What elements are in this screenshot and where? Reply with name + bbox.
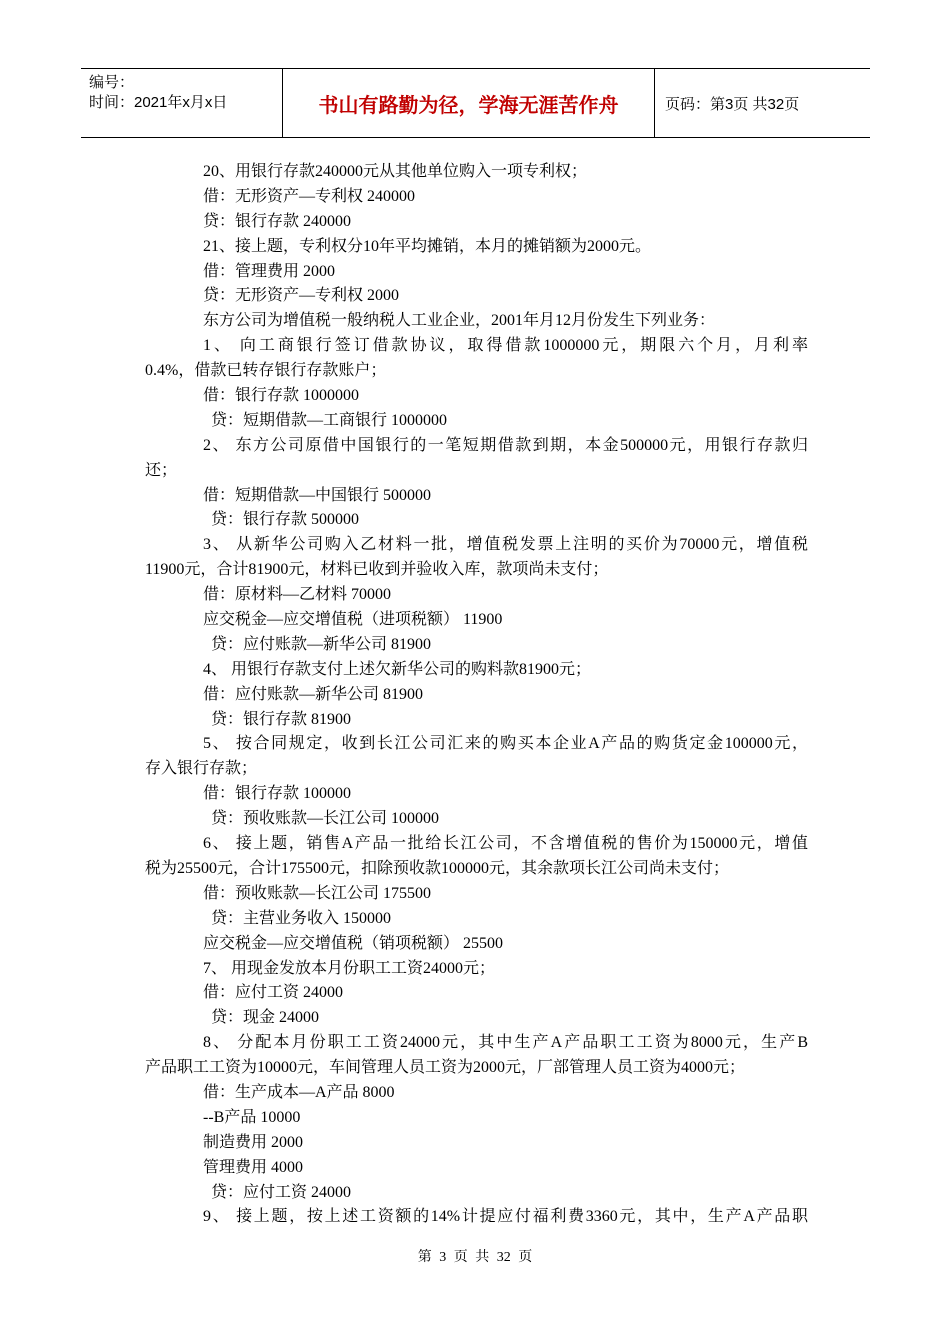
- text-line: 借：银行存款 1000000: [203, 387, 360, 405]
- text-line: 贷：应付工资 24000: [211, 1183, 352, 1201]
- text-line: 贷：主营业务收入 150000: [211, 909, 392, 927]
- text-line: 贷：预收账款—长江公司 100000: [211, 810, 440, 828]
- text-line: 借：原材料—乙材料 70000: [203, 586, 392, 604]
- text-line: 贷：银行存款 500000: [211, 511, 360, 529]
- text-line: 贷：应付账款—新华公司 81900: [211, 635, 432, 653]
- text-line: 贷：短期借款—工商银行 1000000: [211, 411, 448, 429]
- text-line: 贷：银行存款 240000: [203, 212, 352, 230]
- text-line: 5、 按合同规定，收到长江公司汇来的购买本企业A产品的购货定金100000元，: [203, 735, 808, 753]
- text-line: 借：短期借款—中国银行 500000: [203, 486, 432, 504]
- text-line: 借：无形资产—专利权 240000: [203, 187, 416, 205]
- text-line: 4、 用银行存款支付上述欠新华公司的购料款81900元；: [203, 660, 592, 678]
- text-line: 存入银行存款；: [145, 760, 258, 778]
- text-line: 借：生产成本—A产品 8000: [203, 1083, 395, 1101]
- text-line: 0.4%，借款已转存银行存款账户；: [145, 362, 387, 380]
- text-line: 产品职工工资为10000元，车间管理人员工资为2000元，厂部管理人员工资为4000元；: [145, 1059, 746, 1077]
- text-line: 7、 用现金发放本月份职工工资24000元；: [203, 959, 496, 977]
- page-footer: 第 3 页 共 32 页: [417, 1250, 533, 1265]
- motto: 书山有路勤为径，学海无涯苦作舟: [283, 69, 655, 137]
- text-line: 2、 东方公司原借中国银行的一笔短期借款到期，本金500000元，用银行存款归: [203, 436, 808, 454]
- text-line: 应交税金—应交增值税（销项税额） 25500: [203, 934, 504, 952]
- text-line: 8、 分配本月份职工工资24000元，其中生产A产品职工工资为8000元，生产B: [203, 1034, 808, 1052]
- document-body: [145, 160, 808, 1230]
- text-line: 借：预收账款—长江公司 175500: [203, 884, 432, 902]
- text-line: 9、 接上题，按上述工资额的14%计提应付福利费3360元，其中，生产A产品职: [203, 1208, 808, 1226]
- text-line: 应交税金—应交增值税（进项税额） 11900: [203, 611, 503, 629]
- text-line: --B产品 10000: [203, 1108, 301, 1126]
- text-line: 东方公司为增值税一般纳税人工业企业，2001年月12月份发生下列业务：: [203, 312, 716, 330]
- text-line: 11900元，合计81900元，材料已收到并验收入库，款项尚未支付；: [145, 561, 609, 579]
- number-label: 编号：: [89, 74, 135, 91]
- text-line: 6、 接上题，销售A产品一批给长江公司，不含增值税的售价为150000元，增值: [203, 835, 808, 853]
- text-line: 1、 向工商银行签订借款协议，取得借款1000000元，期限六个月，月利率: [203, 337, 808, 355]
- text-line: 还；: [145, 461, 178, 479]
- text-line: 借：管理费用 2000: [203, 262, 336, 280]
- text-line: 借：银行存款 100000: [203, 785, 352, 803]
- text-line: 借：应付工资 24000: [203, 984, 344, 1002]
- text-line: 贷：现金 24000: [211, 1009, 320, 1027]
- text-line: 贷：银行存款 81900: [211, 710, 352, 728]
- text-line: 税为25500元，合计175500元，扣除预收款100000元，其余款项长江公司尚未支付；: [145, 859, 730, 877]
- header-left-cell: [81, 69, 283, 137]
- text-line: 21、接上题，专利权分10年平均摊销，本月的摊销额为2000元。: [203, 237, 652, 255]
- text-line: 借：应付账款—新华公司 81900: [203, 685, 424, 703]
- text-line: 制造费用 2000: [203, 1133, 304, 1151]
- page-header: [81, 68, 870, 138]
- page-info: 页码：第3页 共32页: [665, 95, 800, 113]
- text-line: 3、 从新华公司购入乙材料一批，增值税发票上注明的买价为70000元，增值税: [203, 536, 808, 554]
- text-line: 贷：无形资产—专利权 2000: [203, 287, 400, 305]
- time-label: 时间：2021年x月x日: [89, 94, 228, 111]
- text-line: 20、用银行存款240000元从其他单位购入一项专利权；: [203, 163, 588, 180]
- text-line: 管理费用 4000: [203, 1158, 304, 1176]
